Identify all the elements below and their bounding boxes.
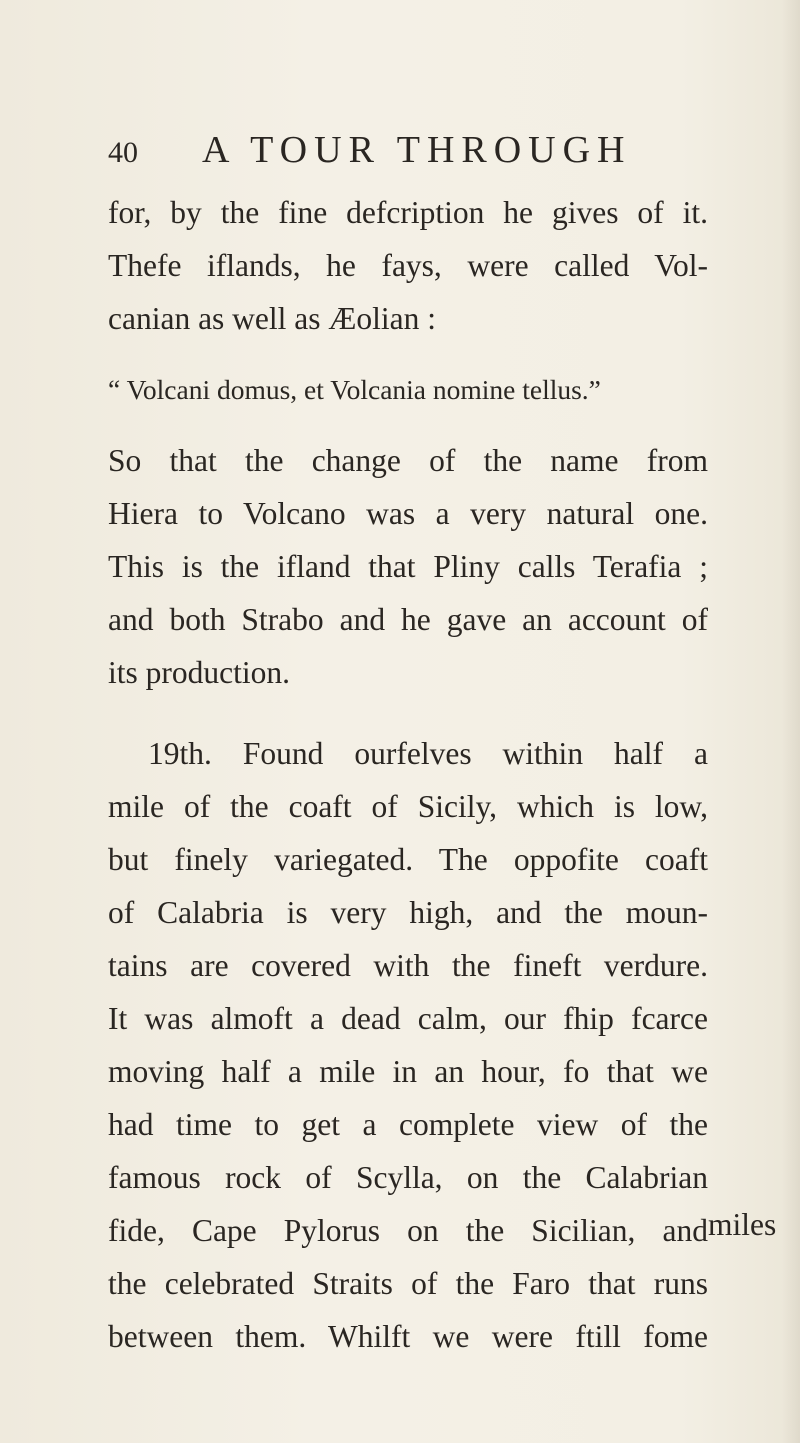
text-line: but finely variegated. The oppofite coaft — [108, 842, 708, 877]
text-line: fide, Cape Pylorus on the Sicilian, and — [108, 1213, 708, 1248]
text-line: It was almoft a dead calm, our fhip fcarce — [108, 1001, 708, 1036]
text-line: and both Strabo and he gave an account of — [108, 602, 708, 637]
catchword: miles — [708, 1207, 777, 1242]
text-line: the celebrated Straits of the Faro that runs — [108, 1266, 708, 1301]
paragraph-1 — [108, 186, 708, 345]
text-line: So that the change of the name from — [108, 443, 708, 478]
text-line: This is the ifland that Pliny calls Terafia ; — [108, 549, 708, 584]
text-line: of Calabria is very high, and the moun- — [108, 895, 708, 930]
verse-quote: “ Volcani domus, et Volcania nomine tellus.” — [108, 374, 601, 405]
page-edge-shadow — [782, 0, 800, 1443]
text-line: had time to get a complete view of the — [108, 1107, 708, 1142]
text-line: canian as well as Æolian : — [108, 301, 437, 336]
paragraph-3 — [108, 727, 708, 1363]
text-line: its production. — [108, 655, 290, 690]
text-line: Hiera to Volcano was a very natural one. — [108, 496, 708, 531]
text-line: Thefe iflands, he fays, were called Vol- — [108, 248, 708, 283]
body-text — [108, 186, 777, 1363]
paragraph-2 — [108, 434, 708, 699]
text-line: mile of the coaft of Sicily, which is low, — [108, 789, 708, 824]
text-line: 19th. Found ourfelves within half a — [148, 736, 708, 771]
text-line: moving half a mile in an hour, fo that we — [108, 1054, 708, 1089]
page-header — [108, 118, 668, 178]
text-line: tains are covered with the fineft verdure. — [108, 948, 708, 983]
text-line: famous rock of Scylla, on the Calabrian — [108, 1160, 708, 1195]
text-line: for, by the fine defcription he gives of it. — [108, 195, 708, 230]
page-number: 40 — [108, 136, 138, 169]
text-line: between them. Whilft we were ftill fome — [108, 1319, 708, 1354]
running-head: A TOUR THROUGH — [202, 129, 632, 171]
